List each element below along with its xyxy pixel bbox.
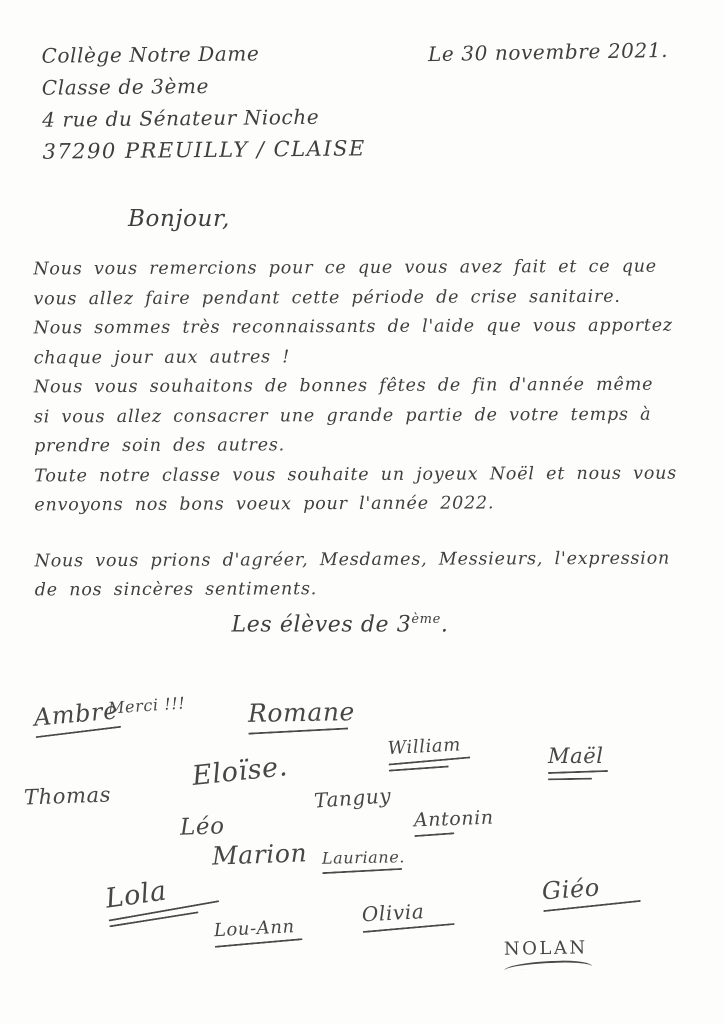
- signature-underline: [504, 959, 592, 970]
- signature-mael: [548, 744, 608, 780]
- sender-line-city: 37290 PREUILLY / CLAISE: [42, 136, 366, 164]
- signature-lou-ann: [213, 916, 302, 947]
- signature-name: NOLAN: [503, 937, 588, 960]
- signature-gieo: [541, 871, 641, 911]
- closing-superscript: ème: [411, 612, 441, 627]
- sender-address-block: [41, 36, 366, 167]
- closing-period: .: [440, 612, 449, 638]
- signature-william: [387, 734, 471, 771]
- letter-body: [33, 253, 679, 606]
- signature-underline: [248, 727, 348, 734]
- closing-line: [0, 612, 680, 637]
- letter-paragraph: Nous vous remercions pour ce que vous avez fait et ce que vous allez faire pendant cette période de crise sanitaire.: [33, 256, 657, 309]
- signature-nolan: [504, 937, 593, 970]
- signature-underline: [109, 911, 198, 927]
- letter-paragraph: Toute notre classe vous souhaite un joyeux Noël et nous vous envoyons nos bons voeux pour l'année 2022.: [34, 463, 678, 516]
- letter-paragraph: Nous vous prions d'agréer, Mesdames, Messieurs, l'expression de nos sincères sentiments.: [34, 548, 671, 601]
- signature-underline: [389, 765, 449, 771]
- letter-paragraph: Nous vous souhaitons de bonnes fêtes de fin d'année même si vous allez consacrer une grande partie de votre temps à prendre soin des autres.: [33, 374, 654, 457]
- signature-antonin: [414, 807, 495, 837]
- signature-underline: [414, 832, 454, 837]
- signature-lauriane: [322, 847, 405, 872]
- signature-eloise: Eloïse.: [190, 751, 290, 792]
- salutation: Bonjour,: [128, 206, 230, 232]
- signature-underline: [548, 778, 592, 781]
- signature-tanguy: Tanguy: [313, 783, 392, 813]
- signature-underline: [322, 868, 402, 874]
- signature-name: Maël: [548, 744, 604, 768]
- signature-name: Romane: [247, 697, 356, 728]
- signature-name: Olivia: [361, 899, 425, 927]
- signature-name: Ambre: [32, 696, 119, 732]
- signature-leo: Léo: [179, 813, 225, 841]
- signature-name: Antonin: [413, 806, 495, 832]
- signature-underline: [548, 770, 608, 774]
- thank-you-note: Merci !!!: [107, 693, 186, 718]
- signature-name: Lauriane.: [321, 847, 406, 868]
- signature-name: Lola: [103, 875, 169, 915]
- signature-romane: [248, 697, 356, 733]
- signature-olivia: [361, 898, 454, 932]
- signature-lola: [104, 868, 221, 926]
- closing-text: Les élèves de 3: [231, 612, 412, 638]
- letter-date: Le 30 novembre 2021.: [427, 37, 669, 67]
- signature-thomas: Thomas: [23, 782, 112, 810]
- sender-line-class: Classe de 3ème: [41, 73, 210, 100]
- letter-paragraph: Nous sommes très reconnaissants de l'aide que vous apportez chaque jour aux autres !: [33, 315, 673, 368]
- signature-name: Lou-Ann: [213, 916, 296, 942]
- sender-line-street: 4 rue du Sénateur Nioche: [42, 104, 320, 132]
- signature-marion: Marion: [211, 838, 308, 871]
- sender-line-school: Collège Notre Dame: [41, 41, 260, 68]
- signature-name: William: [387, 734, 462, 760]
- signature-name: Giéo: [540, 873, 601, 906]
